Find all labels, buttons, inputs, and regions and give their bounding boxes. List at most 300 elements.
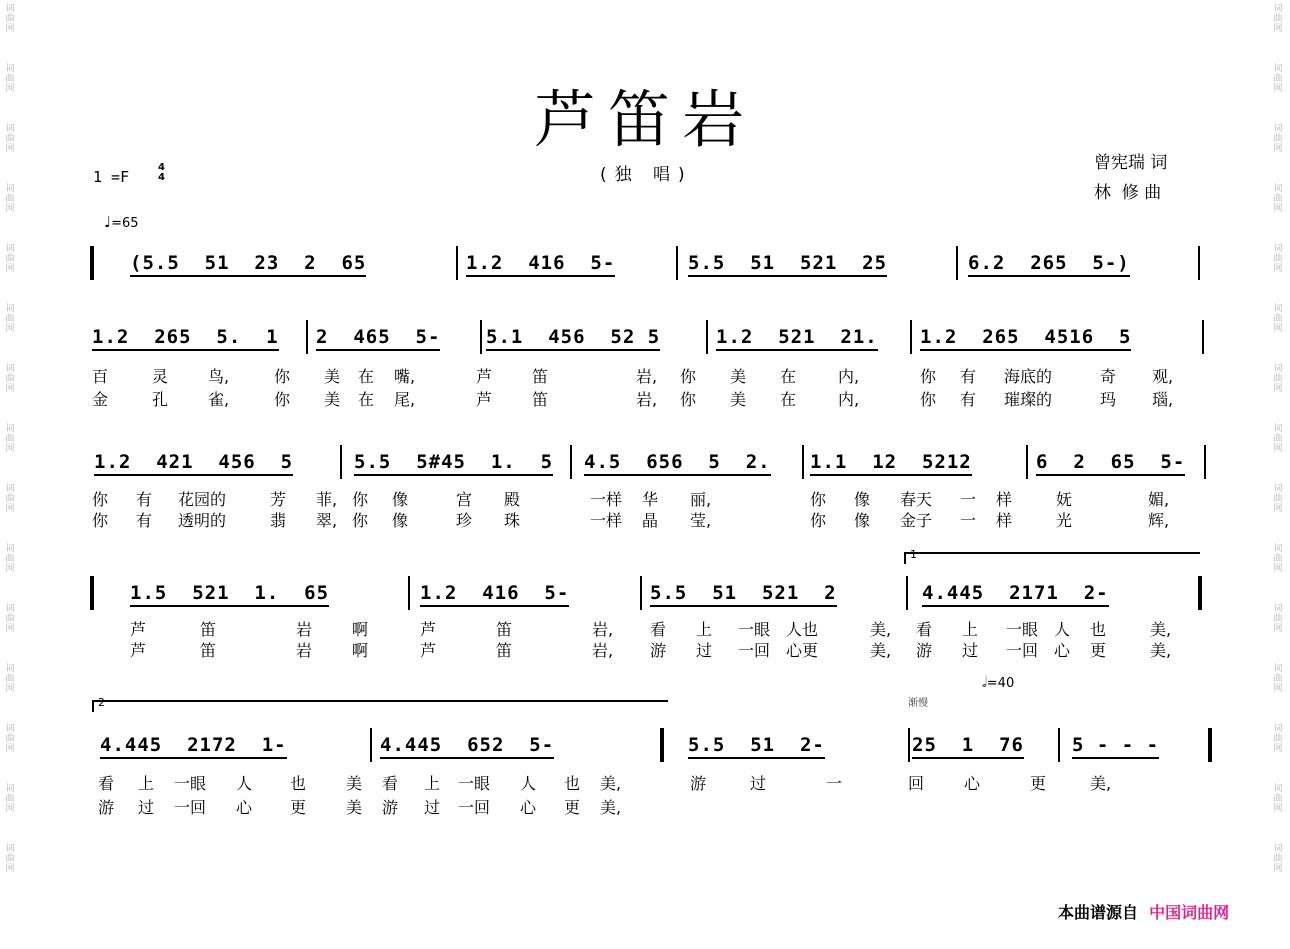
measure: 1.2 421 456 5 xyxy=(94,451,293,476)
watermark-char: 曲 xyxy=(5,254,15,264)
watermark-group xyxy=(1273,664,1282,694)
watermark-char: 曲 xyxy=(1273,734,1283,744)
watermark-char: 曲 xyxy=(1273,554,1283,564)
lyric-word: 游 xyxy=(650,641,667,660)
watermark-char: 曲 xyxy=(5,434,15,444)
lyric-word: 有 xyxy=(960,390,977,409)
lyric-word: 春天 xyxy=(900,490,933,509)
measure: 1.1 12 5212 xyxy=(810,451,972,476)
quarter-note-icon: ♩ xyxy=(104,213,112,231)
lyric-word: 妩 xyxy=(1056,490,1073,509)
watermark-char: 网 xyxy=(5,624,15,634)
watermark-char: 曲 xyxy=(5,374,15,384)
watermark-group xyxy=(1273,244,1282,274)
repeat-barline xyxy=(660,728,664,762)
lyric-word: 在 xyxy=(780,367,797,386)
watermark-char: 曲 xyxy=(1273,374,1283,384)
lyric-word: 有 xyxy=(136,511,153,530)
watermark-char: 曲 xyxy=(5,74,15,84)
lyric-word: 观, xyxy=(1152,367,1174,386)
lyric-word: 心 xyxy=(964,774,981,793)
lyric-word: 更 xyxy=(1030,774,1047,793)
score-row xyxy=(90,734,1210,762)
watermark-char: 网 xyxy=(5,84,15,94)
watermark-char: 网 xyxy=(5,144,15,154)
lyric-word: 有 xyxy=(136,490,153,509)
lyric-word: 像 xyxy=(392,490,409,509)
performance-type: (独 唱) xyxy=(600,165,693,185)
barline xyxy=(1058,728,1060,762)
measure: 1.2 265 5. 1 xyxy=(92,326,279,351)
lyric-word: 心 xyxy=(1054,641,1071,660)
tempo-intro: ♩=65 xyxy=(104,213,139,231)
lyric-word: 芳 xyxy=(270,490,287,509)
watermark-group xyxy=(1273,424,1282,454)
lyric-word: 你 xyxy=(810,490,827,509)
lyric-word: 岩, xyxy=(636,390,658,409)
lyric-word: 美, xyxy=(1150,641,1172,660)
lyric-word: 莹, xyxy=(690,511,712,530)
lyric-word: 岩, xyxy=(636,367,658,386)
watermark-char: 曲 xyxy=(5,734,15,744)
score-row xyxy=(90,252,1210,280)
watermark-char: 词 xyxy=(1273,844,1283,854)
lyric-word: 一回 xyxy=(458,798,491,817)
watermark-char: 网 xyxy=(1273,804,1283,814)
watermark-char: 网 xyxy=(5,204,15,214)
lyric-word: 过 xyxy=(962,641,979,660)
lyric-word: 美, xyxy=(870,641,892,660)
lyric-word: 金子 xyxy=(900,511,933,530)
watermark-group xyxy=(1273,724,1282,754)
volta-2: 2 xyxy=(92,700,668,712)
lyric-word: 内, xyxy=(838,367,860,386)
lyric-word: 游 xyxy=(916,641,933,660)
watermark-char: 曲 xyxy=(1273,674,1283,684)
lyric-word: 媚, xyxy=(1148,490,1170,509)
watermark-char: 网 xyxy=(1273,144,1283,154)
lyric-word: 心 xyxy=(236,798,253,817)
lyric-word: 奇 xyxy=(1100,367,1117,386)
lyric-word: 啊 xyxy=(352,620,369,639)
lyric-word: 一眼 xyxy=(458,774,491,793)
lyric-word: 璀璨的 xyxy=(1004,390,1053,409)
watermark-group xyxy=(5,604,14,634)
lyric-word: 笛 xyxy=(200,641,217,660)
watermark-group xyxy=(5,844,14,874)
watermark-char: 网 xyxy=(1273,84,1283,94)
barline xyxy=(480,320,482,354)
watermark-group xyxy=(5,424,14,454)
watermark-group xyxy=(5,724,14,754)
tempo-coda: 𝅗𝅥=40 xyxy=(982,673,1015,691)
lyric-word: 菲, xyxy=(316,490,338,509)
watermark-char: 词 xyxy=(1273,364,1283,374)
lyric-word: 笛 xyxy=(532,367,549,386)
lyric-word: 你 xyxy=(920,367,937,386)
watermark-char: 词 xyxy=(1273,724,1283,734)
lyric-word: 你 xyxy=(352,490,369,509)
watermark-char: 曲 xyxy=(1273,314,1283,324)
watermark-char: 网 xyxy=(1273,204,1283,214)
watermark-char: 曲 xyxy=(5,494,15,504)
measure: 4.445 652 5- xyxy=(380,734,554,759)
lyric-word: 一回 xyxy=(738,641,771,660)
watermark-char: 网 xyxy=(1273,384,1283,394)
barline xyxy=(370,728,372,762)
lyric-word: 笛 xyxy=(496,641,513,660)
watermark-group xyxy=(1273,4,1282,34)
lyric-word: 芦 xyxy=(130,620,147,639)
barline xyxy=(306,320,308,354)
watermark-char: 曲 xyxy=(1273,494,1283,504)
watermark-char: 词 xyxy=(5,724,15,734)
lyric-word: 你 xyxy=(810,511,827,530)
watermark-char: 词 xyxy=(5,364,15,374)
lyric-word: 上 xyxy=(962,620,979,639)
measure: 1.2 416 5- xyxy=(466,252,615,277)
credits xyxy=(1094,148,1167,208)
watermark-group xyxy=(1273,484,1282,514)
watermark-char: 曲 xyxy=(1273,434,1283,444)
lyric-word: 尾, xyxy=(394,390,416,409)
watermark-group xyxy=(5,544,14,574)
lyric-word: 也 xyxy=(564,774,581,793)
watermark-group xyxy=(1273,604,1282,634)
lyric-word: 过 xyxy=(138,798,155,817)
watermark-char: 曲 xyxy=(1273,794,1283,804)
watermark-group xyxy=(1273,184,1282,214)
lyric-word: 更 xyxy=(290,798,307,817)
watermark-char: 词 xyxy=(1273,124,1283,134)
score-row xyxy=(90,451,1210,479)
watermark-group xyxy=(1273,364,1282,394)
watermark-char: 词 xyxy=(1273,184,1283,194)
lyric-word: 美 xyxy=(730,390,747,409)
watermark-char: 词 xyxy=(5,124,15,134)
source-credit: 本曲谱源自 中国词曲网 xyxy=(1058,903,1230,922)
barline xyxy=(910,320,912,354)
watermark-char: 词 xyxy=(5,184,15,194)
watermark-group xyxy=(5,4,14,34)
source-brand: 中国词曲网 xyxy=(1149,903,1230,922)
lyric-word: 笛 xyxy=(532,390,549,409)
lyric-word: 美 xyxy=(324,390,341,409)
watermark-char: 词 xyxy=(1273,424,1283,434)
lyric-word: 你 xyxy=(274,390,291,409)
measure: 5.5 51 2- xyxy=(688,734,825,759)
key-signature: 1 =F xyxy=(93,168,130,186)
measure: 5.5 5#45 1. 5 xyxy=(354,451,553,476)
repeat-barline xyxy=(1208,728,1212,762)
lyric-word: 一眼 xyxy=(1006,620,1039,639)
measure: 4.445 2171 2- xyxy=(922,582,1109,607)
lyric-word: 在 xyxy=(358,367,375,386)
barline xyxy=(1026,445,1028,479)
watermark-char: 词 xyxy=(1273,484,1283,494)
composer: 林 修 曲 xyxy=(1094,183,1162,203)
lyric-word: 上 xyxy=(696,620,713,639)
watermark-group xyxy=(1273,844,1282,874)
lyric-word: 看 xyxy=(650,620,667,639)
lyric-word: 海底的 xyxy=(1004,367,1053,386)
lyric-word: 像 xyxy=(854,511,871,530)
lyric-word: 你 xyxy=(920,390,937,409)
score-row xyxy=(90,326,1210,354)
barline xyxy=(1198,246,1200,280)
lyric-word: 你 xyxy=(680,367,697,386)
watermark-char: 词 xyxy=(5,304,15,314)
watermark-group xyxy=(5,304,14,334)
volta-1: 1 xyxy=(904,552,1200,564)
measure: 1.2 416 5- xyxy=(420,582,569,607)
watermark-char: 曲 xyxy=(5,14,15,24)
watermark-char: 词 xyxy=(1273,304,1283,314)
watermark-char: 词 xyxy=(1273,544,1283,554)
watermark-char: 曲 xyxy=(5,314,15,324)
watermark-char: 网 xyxy=(1273,864,1283,874)
lyricist: 曾宪瑞 词 xyxy=(1094,153,1168,173)
watermark-char: 词 xyxy=(5,244,15,254)
lyric-word: 雀, xyxy=(208,390,230,409)
barline xyxy=(802,445,804,479)
lyric-word: 花园的 xyxy=(178,490,227,509)
watermark-char: 曲 xyxy=(5,134,15,144)
lyric-word: 你 xyxy=(92,490,109,509)
measure: 4.5 656 5 2. xyxy=(584,451,771,476)
lyric-word: 岩 xyxy=(296,620,313,639)
lyric-word: 游 xyxy=(98,798,115,817)
barline xyxy=(906,576,908,610)
lyric-word: 像 xyxy=(854,490,871,509)
lyric-word: 上 xyxy=(138,774,155,793)
lyric-word: 上 xyxy=(424,774,441,793)
watermark-char: 网 xyxy=(5,384,15,394)
score-row xyxy=(90,582,1210,610)
lyric-word: 你 xyxy=(352,511,369,530)
lyric-word: 游 xyxy=(690,774,707,793)
watermark-char: 曲 xyxy=(5,194,15,204)
lyric-word: 你 xyxy=(92,511,109,530)
lyric-word: 华 xyxy=(642,490,659,509)
lyric-word: 美 xyxy=(346,798,363,817)
lyric-word: 人 xyxy=(236,774,253,793)
barline xyxy=(908,728,910,762)
lyric-word: 一 xyxy=(960,490,977,509)
watermark-char: 网 xyxy=(1273,504,1283,514)
lyric-word: 啊 xyxy=(352,641,369,660)
watermark-char: 网 xyxy=(1273,264,1283,274)
watermark-char: 曲 xyxy=(1273,134,1283,144)
watermark-char: 词 xyxy=(5,844,15,854)
lyric-word: 芦 xyxy=(476,367,493,386)
lyric-word: 一回 xyxy=(174,798,207,817)
lyric-word: 过 xyxy=(696,641,713,660)
lyric-word: 珍 xyxy=(456,511,473,530)
lyric-word: 过 xyxy=(750,774,767,793)
time-signature: 4 4 xyxy=(158,162,165,183)
lyric-word: 人也 xyxy=(786,620,819,639)
barline xyxy=(570,445,572,479)
barline xyxy=(1202,320,1204,354)
watermark-char: 曲 xyxy=(5,554,15,564)
lyric-word: 晶 xyxy=(642,511,659,530)
lyric-word: 珠 xyxy=(504,511,521,530)
watermark-char: 词 xyxy=(1273,784,1283,794)
lyric-word: 人 xyxy=(520,774,537,793)
watermark-char: 词 xyxy=(5,4,15,14)
lyric-word: 美, xyxy=(1090,774,1112,793)
watermark-group xyxy=(5,664,14,694)
measure: 1.2 521 21. xyxy=(716,326,878,351)
lyric-word: 笛 xyxy=(200,620,217,639)
lyric-word: 有 xyxy=(960,367,977,386)
watermark-char: 曲 xyxy=(1273,854,1283,864)
watermark-char: 网 xyxy=(5,24,15,34)
barline xyxy=(456,246,458,280)
lyric-word: 玛 xyxy=(1100,390,1117,409)
lyric-word: 瑙, xyxy=(1152,390,1174,409)
measure: (5.5 51 23 2 65 xyxy=(130,252,366,277)
repeat-barline xyxy=(90,576,94,610)
lyric-word: 鸟, xyxy=(208,367,230,386)
lyric-word: 心 xyxy=(520,798,537,817)
watermark-char: 网 xyxy=(1273,744,1283,754)
watermark-char: 曲 xyxy=(5,614,15,624)
watermark-char: 词 xyxy=(5,784,15,794)
lyric-word: 翡 xyxy=(270,511,287,530)
watermark-char: 词 xyxy=(1273,64,1283,74)
lyric-word: 美 xyxy=(324,367,341,386)
lyric-word: 一回 xyxy=(1006,641,1039,660)
lyric-word: 在 xyxy=(358,390,375,409)
watermark-char: 曲 xyxy=(1273,74,1283,84)
lyric-word: 美, xyxy=(600,798,622,817)
lyric-word: 更 xyxy=(1090,641,1107,660)
lyric-word: 光 xyxy=(1056,511,1073,530)
lyric-word: 也 xyxy=(1090,620,1107,639)
measure: 1.5 521 1. 65 xyxy=(130,582,329,607)
watermark-char: 网 xyxy=(1273,444,1283,454)
barline xyxy=(408,576,410,610)
lyric-word: 看 xyxy=(916,620,933,639)
lyric-word: 一样 xyxy=(590,511,623,530)
lyric-word: 芦 xyxy=(476,390,493,409)
watermark-char: 网 xyxy=(5,744,15,754)
half-note-icon: 𝅗𝅥 xyxy=(982,673,987,691)
watermark-char: 网 xyxy=(5,264,15,274)
lyric-word: 美, xyxy=(600,774,622,793)
measure: 5.5 51 521 2 xyxy=(650,582,837,607)
lyric-word: 笛 xyxy=(496,620,513,639)
watermark-group xyxy=(1273,544,1282,574)
lyric-word: 辉, xyxy=(1148,511,1170,530)
lyric-word: 丽, xyxy=(690,490,712,509)
lyric-word: 在 xyxy=(780,390,797,409)
lyric-word: 过 xyxy=(424,798,441,817)
repeat-barline xyxy=(1198,576,1202,610)
watermark-char: 词 xyxy=(1273,4,1283,14)
barline xyxy=(1204,445,1206,479)
lyric-word: 更 xyxy=(564,798,581,817)
lyric-word: 内, xyxy=(838,390,860,409)
watermark-char: 网 xyxy=(5,804,15,814)
measure: 5.1 456 52 5 xyxy=(486,326,660,351)
measure: 5.5 51 521 25 xyxy=(688,252,887,277)
lyric-word: 百 xyxy=(92,367,109,386)
watermark-char: 网 xyxy=(5,324,15,334)
watermark-char: 网 xyxy=(5,444,15,454)
lyric-word: 芦 xyxy=(420,641,437,660)
lyric-word: 美 xyxy=(346,774,363,793)
lyric-word: 一 xyxy=(826,774,843,793)
measure: 5 - - - xyxy=(1072,734,1159,759)
lyric-word: 游 xyxy=(382,798,399,817)
watermark-char: 曲 xyxy=(1273,194,1283,204)
lyric-word: 像 xyxy=(392,511,409,530)
watermark-group xyxy=(5,364,14,394)
watermark-group xyxy=(5,484,14,514)
repeat-barline xyxy=(90,246,94,280)
barline xyxy=(340,445,342,479)
watermark-group xyxy=(5,244,14,274)
lyric-word: 一样 xyxy=(590,490,623,509)
song-title: 芦笛岩 xyxy=(533,83,756,156)
lyric-word: 嘴, xyxy=(394,367,416,386)
watermark-char: 词 xyxy=(5,544,15,554)
watermark-char: 网 xyxy=(5,864,15,874)
lyric-word: 一 xyxy=(960,511,977,530)
lyric-word: 芦 xyxy=(420,620,437,639)
watermark-char: 曲 xyxy=(5,674,15,684)
barline xyxy=(956,246,958,280)
barline xyxy=(676,246,678,280)
watermark-group xyxy=(1273,304,1282,334)
lyric-word: 美, xyxy=(870,620,892,639)
lyric-word: 岩, xyxy=(592,641,614,660)
lyric-word: 透明的 xyxy=(178,511,227,530)
watermark-group xyxy=(5,784,14,814)
lyric-word: 看 xyxy=(382,774,399,793)
lyric-word: 孔 xyxy=(152,390,169,409)
lyric-word: 回 xyxy=(908,774,925,793)
lyric-word: 一眼 xyxy=(738,620,771,639)
watermark-char: 曲 xyxy=(1273,254,1283,264)
measure: 6.2 265 5-) xyxy=(968,252,1130,277)
lyric-word: 也 xyxy=(290,774,307,793)
watermark-char: 曲 xyxy=(1273,614,1283,624)
watermark-char: 网 xyxy=(1273,684,1283,694)
lyric-word: 美 xyxy=(730,367,747,386)
barline xyxy=(640,576,642,610)
watermark-char: 网 xyxy=(1273,564,1283,574)
lyric-word: 心更 xyxy=(786,641,819,660)
lyric-word: 岩, xyxy=(592,620,614,639)
barline xyxy=(706,320,708,354)
watermark-char: 词 xyxy=(5,484,15,494)
lyric-word: 一眼 xyxy=(174,774,207,793)
watermark-char: 曲 xyxy=(5,794,15,804)
measure: 6 2 65 5- xyxy=(1036,451,1185,476)
lyric-word: 殿 xyxy=(504,490,521,509)
watermark-group xyxy=(5,184,14,214)
lyric-word: 岩 xyxy=(296,641,313,660)
watermark-char: 曲 xyxy=(5,854,15,864)
measure: 2 465 5- xyxy=(316,326,440,351)
lyric-word: 样 xyxy=(996,511,1013,530)
watermark-group xyxy=(1273,784,1282,814)
watermark-char: 词 xyxy=(5,604,15,614)
